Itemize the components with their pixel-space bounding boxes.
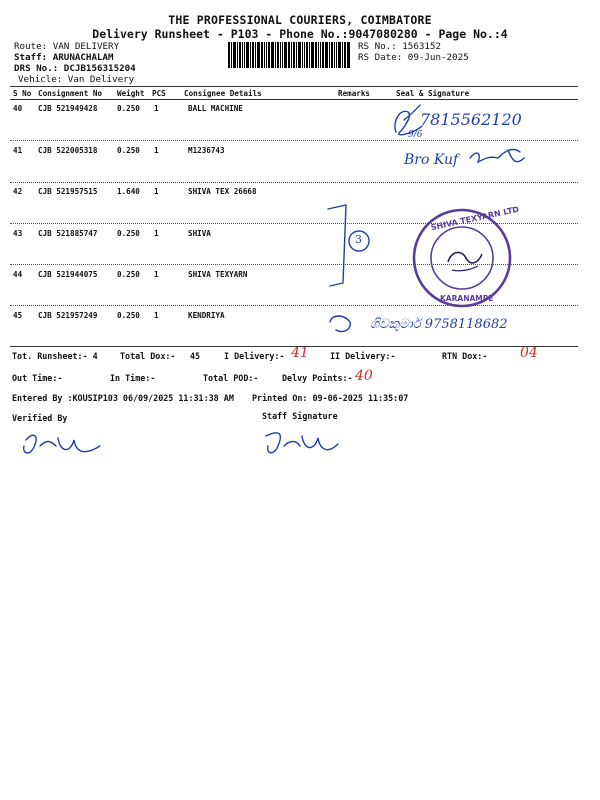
in-time-label: In Time:- [110, 373, 156, 383]
row45-initial [330, 316, 350, 332]
total-pod-label: Total POD:- [203, 373, 259, 383]
tot-runsheet: Tot. Runsheet:- 4 [12, 351, 98, 361]
row-divider [10, 305, 578, 306]
row-consignee: KENDRIYA [188, 311, 225, 320]
row42-43-bracket [328, 205, 346, 286]
stamp-outer-text: SHIVA TEXYARN LTD [430, 204, 520, 233]
row-consignment: CJB 521944075 [38, 270, 98, 279]
row41-signature-mark [470, 150, 520, 162]
row-consignee: SHIVA TEX 26668 [188, 187, 257, 196]
row-sno: 43 [13, 229, 23, 238]
barcode [228, 42, 350, 68]
row-weight: 1.640 [117, 187, 140, 196]
ii-delivery-label: II Delivery:- [330, 351, 396, 361]
vehicle-label: Vehicle: Van Delivery [18, 74, 135, 85]
row43-circled-number: 3 [355, 233, 362, 246]
row-weight: 0.250 [117, 104, 140, 113]
route-label: Route: VAN DELIVERY [14, 41, 120, 52]
col-header-consignee: Consignee Details [184, 89, 262, 98]
col-header-sno: S No [13, 89, 32, 98]
col-header-pcs: PCS [152, 89, 166, 98]
row-sno: 45 [13, 311, 23, 320]
row-divider [10, 264, 578, 265]
col-header-remarks: Remarks [338, 89, 371, 98]
staff-signature-label: Staff Signature [262, 411, 338, 421]
col-header-consignment: Consignment No [38, 89, 103, 98]
rtn-dox-handwritten: 04 [520, 345, 538, 361]
delvy-points-handwritten: 40 [355, 368, 373, 384]
total-dox-value: 45 [190, 351, 201, 361]
row-weight: 0.250 [117, 311, 140, 320]
col-header-seal: Seal & Signature [396, 89, 470, 98]
rs-date: RS Date: 09-Jun-2025 [358, 52, 469, 63]
verified-by-label: Verified By [12, 413, 68, 423]
row-pcs: 1 [154, 146, 159, 155]
row-sno: 40 [13, 104, 23, 113]
row-pcs: 1 [154, 229, 159, 238]
row-weight: 0.250 [117, 270, 140, 279]
row-pcs: 1 [154, 104, 159, 113]
col-header-weight: Weight [117, 89, 145, 98]
company-title: THE PROFESSIONAL COURIERS, COIMBATORE [168, 13, 432, 27]
staff-signature-mark [266, 433, 280, 453]
delvy-points-label: Delvy Points:- [282, 373, 353, 383]
row-pcs: 1 [154, 187, 159, 196]
row45-handwriting: ශිවකුමාර් 9758118682 [370, 317, 508, 332]
row-consignment: CJB 521957249 [38, 311, 98, 320]
total-dox-label: Total Dox:- [120, 351, 176, 361]
row40-date: 9/6 [408, 130, 423, 140]
i-delivery-handwritten: 41 [291, 345, 309, 361]
table-top-rule [10, 86, 578, 87]
row-consignee: BALL MACHINE [188, 104, 243, 113]
row-consignee: SHIVA [188, 229, 211, 238]
staff-label: Staff: ARUNACHALAM [14, 52, 114, 63]
rs-number: RS No.: 1563152 [358, 41, 441, 52]
row-consignee: SHIVA TEXYARN [188, 270, 248, 279]
table-header-rule [10, 99, 578, 100]
rtn-dox-label: RTN Dox:- [442, 351, 488, 361]
i-delivery-label: I Delivery:- [224, 351, 285, 361]
row-consignment: CJB 521949428 [38, 104, 98, 113]
row-divider [10, 223, 578, 224]
row-divider [10, 182, 578, 183]
row-sno: 44 [13, 270, 23, 279]
drs-number: DRS No.: DCJB156315204 [14, 63, 136, 74]
row-consignment: CJB 522005318 [38, 146, 98, 155]
row-consignee: M1236743 [188, 146, 225, 155]
row40-phone: 7815562120 [420, 110, 522, 129]
out-time-label: Out Time:- [12, 373, 63, 383]
row41-sig-text: Bro Kuf [404, 152, 459, 168]
entered-by: Entered By :KOUSIP103 06/09/2025 11:31:38 AM [12, 393, 234, 403]
row-sno: 42 [13, 187, 23, 196]
row-weight: 0.250 [117, 229, 140, 238]
printed-on: Printed On: 09-06-2025 11:35:07 [252, 393, 409, 403]
row-sno: 41 [13, 146, 23, 155]
row-weight: 0.250 [117, 146, 140, 155]
stamp-bottom-text: KARANAMPE [440, 294, 494, 303]
verified-by-signature [24, 435, 36, 453]
row-consignment: CJB 521957515 [38, 187, 98, 196]
row-divider [10, 140, 578, 141]
row-pcs: 1 [154, 311, 159, 320]
row-consignment: CJB 521885747 [38, 229, 98, 238]
row-pcs: 1 [154, 270, 159, 279]
runsheet-title: Delivery Runsheet - P103 - Phone No.:9047080280 - Page No.:4 [92, 27, 508, 41]
